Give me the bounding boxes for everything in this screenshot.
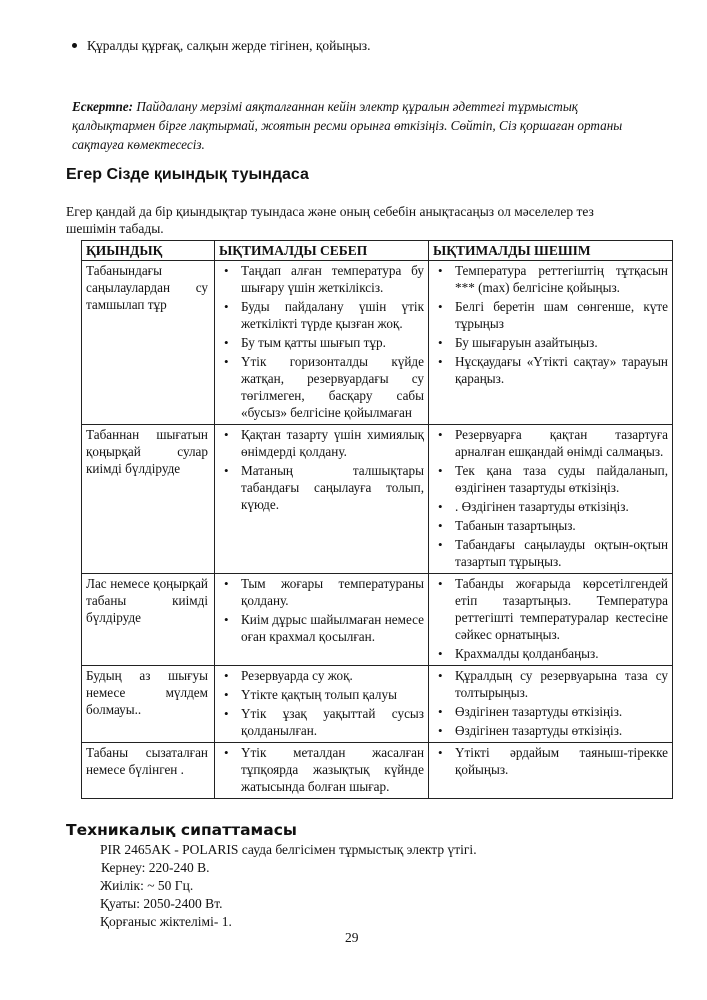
list-item: • Тек қана таза суды пайдаланып, өздігінен тазартуды өткізіңіз.: [433, 462, 668, 496]
top-bullet-text: Құралды құрғақ, салқын жерде тігінен, қойыңыз.: [87, 38, 371, 53]
specs-heading: Техникалық сипаттамасы: [66, 821, 297, 839]
table-row: [82, 261, 673, 425]
list-item: • Резервуарда су жоқ.: [219, 667, 424, 684]
cause-cell: [215, 666, 429, 743]
list-item: • Крахмалды қолданбаңыз.: [433, 645, 668, 662]
problem-cell: Лас немесе қоңырқай табаны киімді бүлдіруде: [82, 574, 215, 666]
list-item: • Үтікті әрдайым таяныш-тірекке қойыңыз.: [433, 744, 668, 778]
list-item: • Тым жоғары температураны қолдану.: [219, 575, 424, 609]
problem-cell: Табанындағы саңылаулардан су тамшылап тұр: [82, 261, 215, 425]
troubleshooting-intro: Егер қандай да бір қиындықтар туындаса және оның себебін анықтасаңыз ол мәселелер тез шешімін табады.: [66, 204, 594, 236]
problem-cell: Табаны сызаталған немесе бүлінген .: [82, 743, 215, 799]
solution-cell: [429, 666, 673, 743]
troubleshooting-heading: Егер Сізде қиындық туындаса: [66, 166, 309, 183]
list-item: • Бу тым қатты шығып тұр.: [219, 334, 424, 351]
table-row: [82, 666, 673, 743]
column-header-cause: ЫҚТИМАЛДЫ СЕБЕП: [215, 241, 429, 261]
list-item: • . Өздігінен тазартуды өткізіңіз.: [433, 498, 668, 515]
list-item: • Өздігінен тазартуды өткізіңіз.: [433, 703, 668, 720]
spec-model: PIR 2465AK - POLARIS сауда белгісімен тұрмыстық электр үтігі.: [100, 842, 477, 857]
list-item: • Өздігінен тазартуды өткізіңіз.: [433, 722, 668, 739]
note-text: Пайдалану мерзімі аяқталғаннан кейін электр құралын әдеттегі тұрмыстық қалдықтармен бірге лақтырмай, жоятын ресми орынға өткізіңіз. Сөйтіп, Сіз қоршаған ортаны сақтауға көмектесесіз.: [72, 99, 623, 152]
bullet-icon: [72, 43, 77, 48]
solution-cell: [429, 261, 673, 425]
cause-cell: [215, 574, 429, 666]
list-item: • Буды пайдалану үшін үтік жеткілікті түрде қызған жоқ.: [219, 298, 424, 332]
table-row: [82, 425, 673, 574]
cause-cell: [215, 261, 429, 425]
spec-frequency: Жиілік: ~ 50 Гц.: [100, 878, 194, 893]
spec-power: Қуаты: 2050-2400 Вт.: [100, 896, 223, 911]
table-header-row: [82, 241, 673, 261]
solution-cell: [429, 743, 673, 799]
note-label: Ескертпе:: [72, 99, 134, 114]
top-bullet: [72, 38, 370, 54]
solution-cell: [429, 425, 673, 574]
cause-cell: [215, 425, 429, 574]
page-number: 29: [345, 930, 359, 945]
list-item: • Белгі беретін шам сөнгенше, күте тұрыңыз: [433, 298, 668, 332]
table-row: [82, 743, 673, 799]
column-header-problem: ҚИЫНДЫҚ: [82, 241, 215, 261]
list-item: • Құралдың су резервуарына таза су толтырыңыз.: [433, 667, 668, 701]
list-item: • Үтікте қақтың толып қалуы: [219, 686, 424, 703]
list-item: • Үтік ұзақ уақыттай сусыз қолданылған.: [219, 705, 424, 739]
disposal-note: [72, 97, 637, 154]
list-item: • Матаның талшықтары табандағы саңылауға толып, күюде.: [219, 462, 424, 513]
list-item: • Қақтан тазарту үшін химиялық өнімдерді қолдану.: [219, 426, 424, 460]
list-item: • Табанын тазартыңыз.: [433, 517, 668, 534]
column-header-solution: ЫҚТИМАЛДЫ ШЕШІМ: [429, 241, 673, 261]
list-item: • Табанды жоғарыда көрсетілгендей етіп тазартыңыз. Температура реттегішті температуралар кестесіне сәйкес орнатыңыз.: [433, 575, 668, 643]
list-item: • Температура реттегіштің тұтқасын *** (max) белгісіне қойыңыз.: [433, 262, 668, 296]
list-item: • Бу шығаруын азайтыңыз.: [433, 334, 668, 351]
spec-protection-class: Қорғаныс жіктелімі- 1.: [100, 914, 232, 929]
list-item: • Резервуарға қақтан тазартуға арналған ешқандай өнімді салмаңыз.: [433, 426, 668, 460]
table-row: [82, 574, 673, 666]
problem-cell: Будың аз шығуы немесе мүлдем болмауы..: [82, 666, 215, 743]
troubleshooting-table: [81, 240, 673, 799]
cause-cell: [215, 743, 429, 799]
list-item: • Үтік горизонталды күйде жатқан, резервуардағы су төгілмеген, басқару сабы «бусыз» белгісіне қойылмаған: [219, 353, 424, 421]
list-item: • Үтік металдан жасалған тұпқоярда жазықтық күйнде жатысында болған шығар.: [219, 744, 424, 795]
solution-cell: [429, 574, 673, 666]
list-item: • Киім дұрыс шайылмаған немесе оған крахмал қосылған.: [219, 611, 424, 645]
list-item: • Табандағы саңылауды оқтын-оқтын тазартып тұрыңыз.: [433, 536, 668, 570]
list-item: • Таңдап алған температура бу шығару үшін жеткіліксіз.: [219, 262, 424, 296]
problem-cell: Табаннан шығатын қоңырқай сулар киімді бүлдіруде: [82, 425, 215, 574]
list-item: • Нұсқаудағы «Үтікті сақтау» тарауын қараңыз.: [433, 353, 668, 387]
spec-voltage: Кернеу: 220-240 В.: [101, 860, 210, 875]
